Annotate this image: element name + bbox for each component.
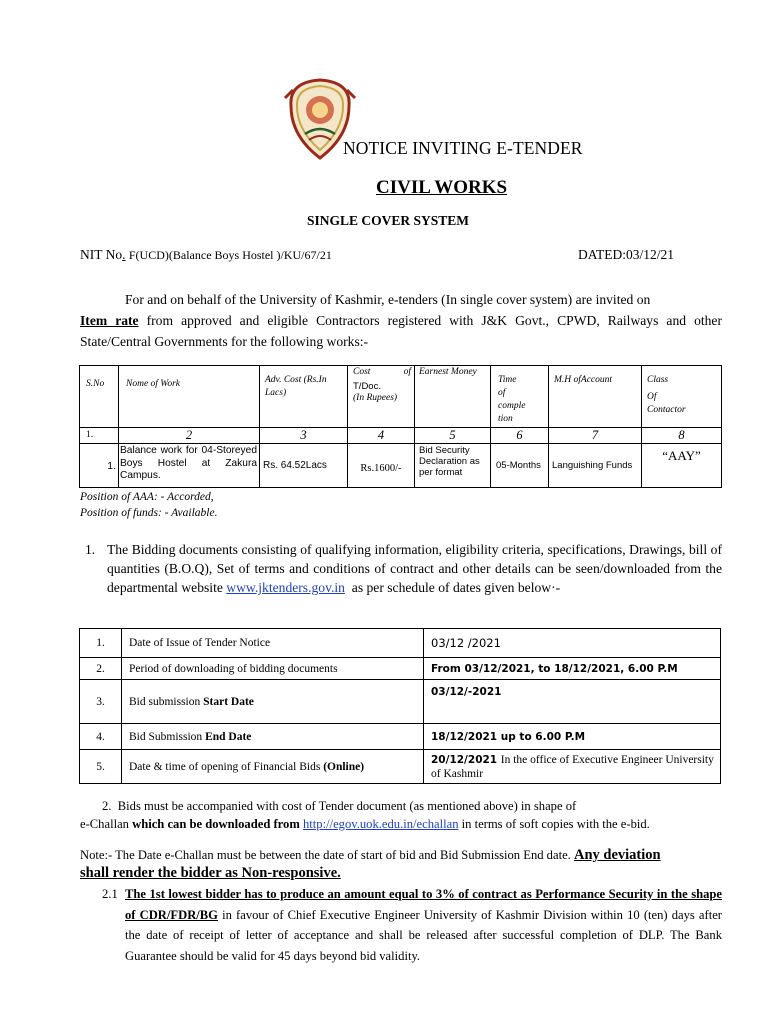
paragraph-1-body: The Bidding documents consisting of qualifying information, eligibility criteria, specifications, Drawings, bill of quantities (B.O.Q), Set of terms and conditions of contract and other details can be seen/downloaded from the departmental website xyxy=(107,542,722,595)
header-sno: S.No xyxy=(86,379,105,389)
paragraph-1-end: as per schedule of dates given below·- xyxy=(351,580,561,595)
intro-line-2: from approved and eligible Contractors registered with J&K Govt., CPWD, Railways and other State/Central Governments for the following works:- xyxy=(80,313,722,349)
dates-row xyxy=(80,680,721,724)
position-info xyxy=(80,489,217,521)
paragraph-2 xyxy=(80,797,722,833)
header-class-b: Of xyxy=(647,392,657,402)
date-desc: Date & time of opening of Financial Bids (Online) xyxy=(122,750,424,784)
row-class: “AAY” xyxy=(662,448,701,463)
intro-line-1: For and on behalf of the University of Kashmir, e-tenders (In single cover system) are invited on xyxy=(125,292,651,307)
date-desc: Bid Submission End Date xyxy=(122,724,424,750)
header-time-c: comple xyxy=(498,401,526,411)
dates-row xyxy=(80,629,721,658)
note-text: Note:- The Date e-Challan must be between the date of start of bid and Bid Submission End date. xyxy=(80,848,571,862)
number-6: 6 xyxy=(491,428,549,444)
dates-table xyxy=(79,628,721,784)
date-num: 5. xyxy=(80,750,122,784)
works-data-row xyxy=(80,444,722,488)
note xyxy=(80,846,722,882)
row-earnest: Bid Security Declaration as per format xyxy=(419,445,480,478)
number-2: 2 xyxy=(119,428,260,444)
intro-rest xyxy=(80,310,722,352)
row-adv-cost: Rs. 64.52Lacs xyxy=(263,460,327,471)
paragraph-1-text xyxy=(107,540,722,597)
row-name: Balance work for 04-Storeyed Boys Hostel at Zakura Campus. xyxy=(120,445,257,481)
header-time-a: Time xyxy=(498,375,517,385)
row-mh: Languishing Funds xyxy=(552,460,633,471)
number-5: 5 xyxy=(415,428,491,444)
number-8: 8 xyxy=(642,428,722,444)
civil-works-heading: CIVIL WORKS xyxy=(376,177,508,198)
date-value: 03/12 /2021 xyxy=(424,629,721,658)
date-value: 18/12/2021 up to 6.00 P.M xyxy=(424,724,721,750)
number-3: 3 xyxy=(260,428,348,444)
header-time xyxy=(491,366,548,426)
header-time-d: tion xyxy=(498,414,513,424)
notice-title: NOTICE INVITING E-TENDER xyxy=(343,138,583,158)
paragraph-2-line-1: 2. Bids must be accompanied with cost of Tender document (as mentioned above) in shape of xyxy=(102,799,577,813)
note-non-responsive: shall render the bidder as Non-responsive. xyxy=(80,865,341,881)
performance-security: The 1st lowest bidder has to produce an amount equal to 3% of contract as Performance Security in the shape of CDR/FDR/BG xyxy=(125,887,722,922)
single-cover-heading: SINGLE COVER SYSTEM xyxy=(307,213,470,228)
intro-paragraph xyxy=(80,289,722,352)
header-class-c: Contactor xyxy=(647,405,686,415)
header-class xyxy=(642,366,721,417)
date-num: 3. xyxy=(80,680,122,724)
paragraph-2-1-text: The 1st lowest bidder has to produce an amount equal to 3% of contract as Performance Security in the shape of CDR/FDR/BG in favour of Chief Executive Engineer University of Kashmir Division within 10 (ten) days after the date of receipt of letter of acceptance and shall be released after successful completion of DLP. The Bank Guarantee should be valid for 45 days beyond bid validity. xyxy=(125,887,723,963)
paragraph-2-1-number: 2.1 xyxy=(102,887,118,901)
date-value: 03/12/-2021 xyxy=(424,680,721,724)
header-class-a: Class xyxy=(647,375,669,385)
works-table xyxy=(79,365,722,488)
paragraph-1 xyxy=(85,540,722,597)
header-cost-a: Cost xyxy=(353,367,371,377)
echallan-link[interactable]: http://egov.uok.edu.in/echallan xyxy=(302,817,459,831)
date-desc: Date of Issue of Tender Notice xyxy=(122,629,424,658)
date-value: From 03/12/2021, to 18/12/2021, 6.00 P.M xyxy=(424,658,721,680)
jktenders-link[interactable]: www.jktenders.gov.in xyxy=(226,580,345,595)
paragraph-1-number: 1. xyxy=(85,542,96,557)
position-aaa: Position of AAA: - Accorded, xyxy=(80,491,214,503)
header-cost-c: T/Doc. xyxy=(353,381,381,392)
number-1: 1. xyxy=(86,430,94,440)
paragraph-2-1 xyxy=(80,884,722,966)
dates-row xyxy=(80,724,721,750)
date-desc: Bid submission Start Date xyxy=(122,680,424,724)
header-cost-d: (In Rupees) xyxy=(353,393,398,403)
header-cost xyxy=(348,366,414,405)
number-4: 4 xyxy=(348,428,415,444)
dates-row xyxy=(80,658,721,680)
dates-row xyxy=(80,750,721,784)
date-num: 2. xyxy=(80,658,122,680)
number-7: 7 xyxy=(549,428,642,444)
dated: DATED:03/12/21 xyxy=(578,247,674,262)
date-num: 1. xyxy=(80,629,122,658)
nit-value: F(UCD)(Balance Boys Hostel )/KU/67/21 xyxy=(128,248,332,262)
row-cost: Rs.1600/- xyxy=(360,463,402,474)
paragraph-2-line-2: e-Challan which can be downloaded from http://egov.uok.edu.in/echallan in terms of soft copies with the e-bid. xyxy=(80,817,650,831)
date-num: 4. xyxy=(80,724,122,750)
header-name: Nome of Work xyxy=(126,379,181,389)
works-header-row xyxy=(80,366,722,428)
nit-number xyxy=(80,247,332,263)
row-sno: 1. xyxy=(107,459,116,472)
nit-label: NIT No xyxy=(80,247,123,262)
header-time-b: of xyxy=(498,388,506,398)
position-funds: Position of funds: - Available. xyxy=(80,507,218,519)
item-rate: Item rate xyxy=(80,313,139,328)
note-deviation: Any deviation xyxy=(573,847,661,863)
date-value: 20/12/2021 In the office of Executive Engineer University of Kashmir xyxy=(424,750,721,784)
nit-separator: . xyxy=(122,247,126,262)
header-earnest: Earnest Money xyxy=(419,367,477,377)
header-cost-b: of xyxy=(403,367,411,377)
row-time: 05-Months xyxy=(496,460,541,471)
header-mh: M.H ofAccount xyxy=(554,375,613,385)
header-adv-cost: Adv. Cost (Rs.In Lacs) xyxy=(265,375,327,398)
works-number-row xyxy=(80,428,722,444)
date-desc: Period of downloading of bidding documents xyxy=(122,658,424,680)
